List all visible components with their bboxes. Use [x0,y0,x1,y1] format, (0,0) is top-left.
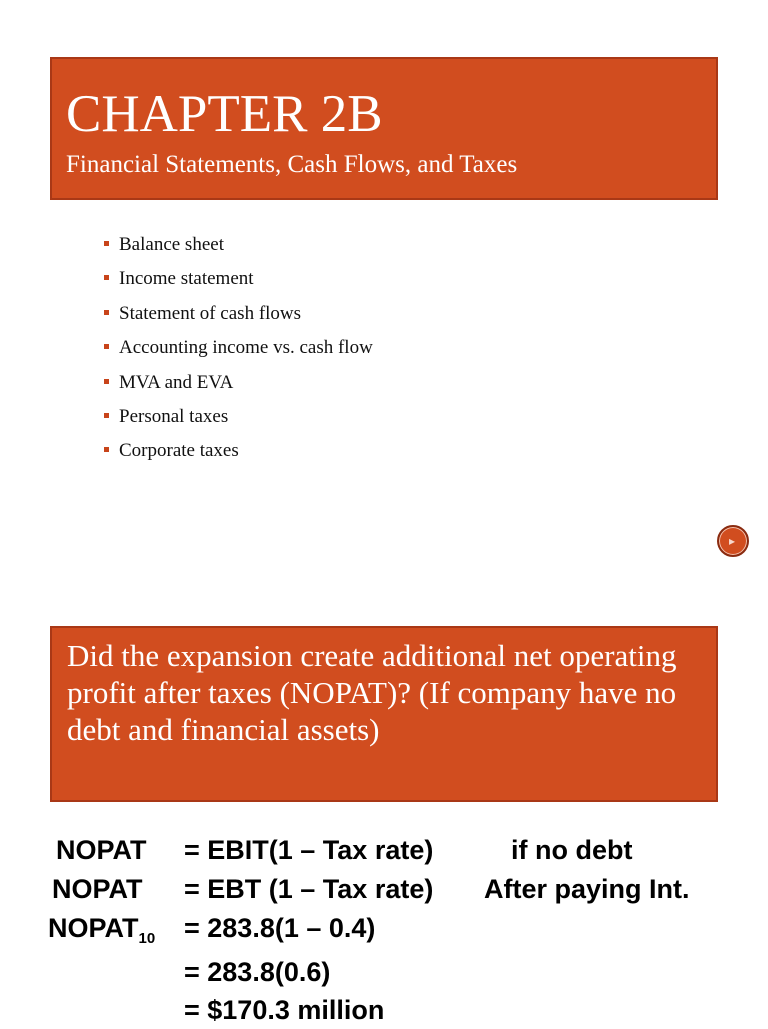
square-bullet-icon [104,275,109,280]
list-item [104,231,373,265]
list-item [104,300,373,334]
list-item [104,437,373,471]
square-bullet-icon [104,310,109,315]
arrow-right-icon: ▸ [729,534,736,548]
formula-label: NOPAT [52,874,143,904]
formula-label [48,909,155,958]
question-text: Did the expansion create additional net operating profit after taxes (NOPAT)? (If company have no debt and financial assets) [67,638,677,747]
list-item [104,403,373,437]
square-bullet-icon [104,413,109,418]
list-item-label: Personal taxes [119,405,229,427]
topic-list [104,231,373,472]
formula-expression: = 283.8(1 – 0.4) [184,913,376,943]
square-bullet-icon [104,241,109,246]
formula-result: = $170.3 million [184,995,385,1025]
list-item-label: Accounting income vs. cash flow [119,337,373,359]
square-bullet-icon [104,344,109,349]
square-bullet-icon [104,379,109,384]
list-item-label: MVA and EVA [119,371,234,393]
formula-note: After paying Int. [484,874,690,904]
formula-expression: = EBT (1 – Tax rate) [184,874,434,904]
list-item-label: Statement of cash flows [119,302,302,324]
formula-expression: = 283.8(0.6) [184,957,331,987]
list-item [104,369,373,403]
list-item-label: Corporate taxes [119,440,239,462]
list-item-label: Income statement [119,268,254,290]
list-item [104,265,373,299]
circle-next-icon[interactable] [717,525,749,557]
list-item [104,334,373,368]
title-banner [50,57,718,200]
formula-expression: = EBIT(1 – Tax rate) [184,835,434,865]
list-item-label: Balance sheet [119,234,224,255]
chapter-subtitle: Financial Statements, Cash Flows, and Taxes [66,151,518,178]
formula-label: NOPAT [56,835,147,865]
chapter-title: CHAPTER 2B [66,85,383,143]
nopat-formula [0,830,768,1024]
formula-note: if no debt [511,835,633,865]
square-bullet-icon [104,447,109,452]
formula-label-text: NOPAT [48,913,139,943]
question-banner [50,626,718,802]
formula-subscript: 10 [138,930,156,947]
